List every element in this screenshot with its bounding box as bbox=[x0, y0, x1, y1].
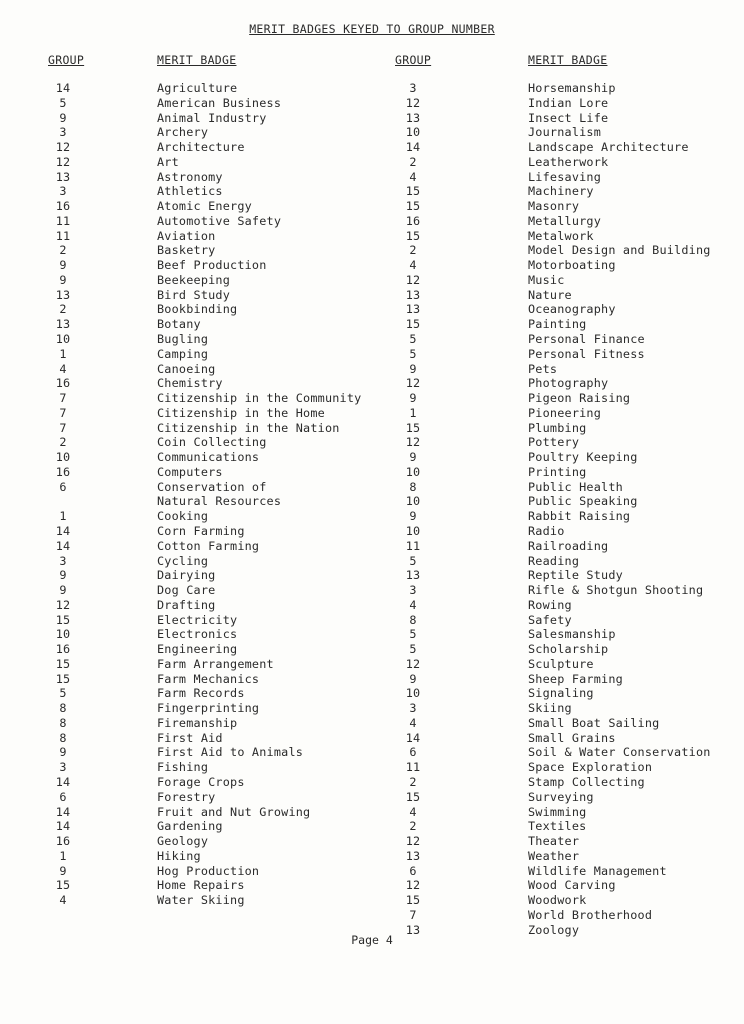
group-number: 13 bbox=[405, 568, 421, 583]
group-number: 7 bbox=[59, 405, 67, 420]
group-number: 12 bbox=[405, 272, 421, 287]
badge-name: Theater bbox=[528, 834, 580, 849]
group-number: 8 bbox=[409, 479, 417, 494]
badge-name: Basketry bbox=[157, 243, 216, 258]
badge-name: Bookbinding bbox=[157, 302, 238, 317]
group-number: 6 bbox=[59, 789, 67, 804]
badge-name: Farm Mechanics bbox=[157, 671, 260, 686]
badge-name: Metalwork bbox=[528, 228, 594, 243]
badge-name: Rabbit Raising bbox=[528, 509, 631, 524]
badge-name: Horsemanship bbox=[528, 81, 616, 95]
group-number: 2 bbox=[409, 819, 417, 834]
badge-name: Fingerprinting bbox=[157, 701, 260, 716]
badge-name: Oceanography bbox=[528, 302, 616, 317]
badge-name: Hog Production bbox=[157, 863, 260, 878]
group-number: 13 bbox=[55, 287, 71, 302]
badge-name: Fruit and Nut Growing bbox=[157, 804, 311, 819]
group-number: 6 bbox=[409, 745, 417, 760]
group-number: 9 bbox=[409, 509, 417, 524]
badge-name: Reading bbox=[528, 553, 580, 568]
badge-name: Personal Fitness bbox=[528, 346, 645, 361]
badge-name: Dairying bbox=[157, 568, 216, 583]
group-number: 13 bbox=[55, 169, 71, 184]
group-number: 3 bbox=[409, 701, 417, 716]
group-number: 12 bbox=[405, 878, 421, 893]
badge-name: Coin Collecting bbox=[157, 435, 267, 450]
badge-name: Pigeon Raising bbox=[528, 391, 631, 406]
group-number: 15 bbox=[55, 656, 71, 671]
badge-name: Electricity bbox=[157, 612, 238, 627]
group-number: 15 bbox=[405, 317, 421, 332]
group-number: 13 bbox=[405, 848, 421, 863]
group-number: 1 bbox=[59, 509, 67, 524]
badge-name: Automotive Safety bbox=[157, 213, 282, 228]
badge-name: Atomic Energy bbox=[157, 199, 252, 214]
badge-name: Railroading bbox=[528, 538, 609, 553]
badge-name: Archery bbox=[157, 125, 209, 140]
group-number: 14 bbox=[55, 819, 71, 834]
group-number: 3 bbox=[59, 553, 67, 568]
badge-name: Swimming bbox=[528, 804, 587, 819]
group-number: 1 bbox=[59, 848, 67, 863]
group-number: 5 bbox=[59, 95, 67, 110]
badge-name: Architecture bbox=[157, 140, 245, 155]
group-number: 3 bbox=[59, 125, 67, 140]
group-number: 13 bbox=[405, 302, 421, 317]
group-number: 8 bbox=[59, 730, 67, 745]
group-number: 7 bbox=[59, 420, 67, 435]
badge-name: Pioneering bbox=[528, 405, 602, 420]
group-number: 2 bbox=[409, 774, 417, 789]
group-number: 11 bbox=[405, 538, 421, 553]
badge-name: Forage Crops bbox=[157, 774, 245, 789]
badge-name: Forestry bbox=[157, 789, 216, 804]
group-number: 14 bbox=[405, 730, 421, 745]
group-number: 10 bbox=[405, 686, 421, 701]
group-number: 9 bbox=[59, 568, 67, 583]
group-number: 7 bbox=[59, 391, 67, 406]
badge-name: Small Boat Sailing bbox=[528, 715, 660, 730]
group-number: 4 bbox=[59, 893, 67, 908]
group-number: 15 bbox=[405, 789, 421, 804]
header-group-right: GROUP bbox=[395, 53, 432, 67]
badge-name: First Aid bbox=[157, 730, 223, 745]
badge-name: Nature bbox=[528, 287, 572, 302]
group-number: 12 bbox=[55, 597, 71, 612]
group-number: 15 bbox=[55, 878, 71, 893]
badge-name: Scholarship bbox=[528, 642, 609, 657]
group-number: 15 bbox=[405, 228, 421, 243]
group-number: 5 bbox=[409, 627, 417, 642]
badge-name: Beekeeping bbox=[157, 272, 231, 287]
badge-name: American Business bbox=[157, 95, 282, 110]
badge-name: Indian Lore bbox=[528, 95, 609, 110]
group-number: 9 bbox=[59, 863, 67, 878]
group-number: 12 bbox=[405, 435, 421, 450]
group-number: 9 bbox=[409, 450, 417, 465]
badge-name: Athletics bbox=[157, 184, 223, 199]
badge-name: Safety bbox=[528, 612, 572, 627]
group-number: 8 bbox=[409, 612, 417, 627]
group-number: 3 bbox=[409, 81, 417, 95]
badge-name: Cycling bbox=[157, 553, 209, 568]
group-number: 13 bbox=[405, 110, 421, 125]
group-number: 5 bbox=[409, 553, 417, 568]
badge-name: Cotton Farming bbox=[157, 538, 260, 553]
group-number: 12 bbox=[405, 656, 421, 671]
badge-name: Public Speaking bbox=[528, 494, 638, 509]
badge-name: Weather bbox=[528, 848, 580, 863]
badge-name: Electronics bbox=[157, 627, 238, 642]
badge-name: Printing bbox=[528, 464, 587, 479]
badge-name: Wood Carving bbox=[528, 878, 616, 893]
badge-name: Firemanship bbox=[157, 715, 238, 730]
group-number: 9 bbox=[59, 272, 67, 287]
group-number: 4 bbox=[409, 597, 417, 612]
group-number: 10 bbox=[55, 450, 71, 465]
header-badge-right: MERIT BADGE bbox=[528, 53, 608, 67]
badge-name: Painting bbox=[528, 317, 587, 332]
badge-name: Motorboating bbox=[528, 258, 616, 273]
badge-name: Landscape Architecture bbox=[528, 140, 689, 155]
badge-name: Radio bbox=[528, 523, 565, 538]
group-number: 2 bbox=[409, 243, 417, 258]
right-badge-column bbox=[528, 81, 711, 937]
badge-name: Lifesaving bbox=[528, 169, 602, 184]
page-number: Page 4 bbox=[351, 933, 393, 947]
badge-name: Small Grains bbox=[528, 730, 616, 745]
group-number: 9 bbox=[59, 745, 67, 760]
group-number: 10 bbox=[55, 332, 71, 347]
badge-name: Cooking bbox=[157, 509, 209, 524]
badge-name: Drafting bbox=[157, 597, 216, 612]
badge-name: Space Exploration bbox=[528, 760, 653, 775]
badge-name: Camping bbox=[157, 346, 209, 361]
badge-name: Stamp Collecting bbox=[528, 774, 645, 789]
group-number: 13 bbox=[405, 287, 421, 302]
badge-name: Salesmanship bbox=[528, 627, 616, 642]
group-number: 10 bbox=[405, 464, 421, 479]
group-number: 11 bbox=[55, 228, 71, 243]
group-number: 9 bbox=[59, 583, 67, 598]
header-badge-left: MERIT BADGE bbox=[157, 53, 237, 67]
badge-name: Textiles bbox=[528, 819, 587, 834]
group-number: 1 bbox=[409, 405, 417, 420]
group-number: 4 bbox=[409, 258, 417, 273]
group-number: 15 bbox=[405, 893, 421, 908]
badge-name: Farm Arrangement bbox=[157, 656, 274, 671]
badge-name: Botany bbox=[157, 317, 201, 332]
badge-name: Natural Resources bbox=[157, 494, 282, 509]
group-number: 12 bbox=[55, 140, 71, 155]
badge-name: Bird Study bbox=[157, 287, 231, 302]
badge-name: Citizenship in the Home bbox=[157, 405, 325, 420]
badge-name: Reptile Study bbox=[528, 568, 623, 583]
badge-name: Water Skiing bbox=[157, 893, 245, 908]
badge-name: Conservation of bbox=[157, 479, 267, 494]
group-number: 10 bbox=[55, 627, 71, 642]
badge-name: Fishing bbox=[157, 760, 209, 775]
badge-name: Poultry Keeping bbox=[528, 450, 638, 465]
group-number: 10 bbox=[405, 523, 421, 538]
group-number: 4 bbox=[409, 169, 417, 184]
group-number: 16 bbox=[55, 376, 71, 391]
badge-name: Gardening bbox=[157, 819, 223, 834]
group-number: 3 bbox=[59, 184, 67, 199]
badge-name: Zoology bbox=[528, 922, 580, 937]
group-number: 11 bbox=[405, 760, 421, 775]
group-number: 13 bbox=[55, 317, 71, 332]
badge-name: Metallurgy bbox=[528, 213, 602, 228]
group-number: 4 bbox=[409, 804, 417, 819]
group-number: 12 bbox=[55, 154, 71, 169]
group-number: 12 bbox=[405, 95, 421, 110]
badge-name: Sheep Farming bbox=[528, 671, 623, 686]
group-number: 15 bbox=[55, 612, 71, 627]
badge-name: Pets bbox=[528, 361, 558, 376]
badge-name: Insect Life bbox=[528, 110, 609, 125]
left-group-column bbox=[48, 81, 78, 908]
group-number: 5 bbox=[409, 332, 417, 347]
badge-name: Chemistry bbox=[157, 376, 223, 391]
badge-name: Canoeing bbox=[157, 361, 216, 376]
badge-name: Sculpture bbox=[528, 656, 594, 671]
group-number: 4 bbox=[59, 361, 67, 376]
group-number: 16 bbox=[55, 464, 71, 479]
group-number: 10 bbox=[405, 125, 421, 140]
badge-name: Wildlife Management bbox=[528, 863, 667, 878]
badge-name: Citizenship in the Community bbox=[157, 391, 362, 406]
badge-name: Art bbox=[157, 154, 179, 169]
badge-name: Hiking bbox=[157, 848, 201, 863]
group-number: 9 bbox=[59, 258, 67, 273]
badge-name: World Brotherhood bbox=[528, 907, 653, 922]
badge-name: Journalism bbox=[528, 125, 602, 140]
group-number: 2 bbox=[59, 302, 67, 317]
right-group-column bbox=[398, 81, 428, 937]
group-number: 12 bbox=[405, 376, 421, 391]
group-number: 14 bbox=[55, 804, 71, 819]
group-number: 12 bbox=[405, 834, 421, 849]
badge-name: Engineering bbox=[157, 642, 238, 657]
group-number: 9 bbox=[59, 110, 67, 125]
badge-name: Surveying bbox=[528, 789, 594, 804]
group-number bbox=[48, 494, 78, 509]
badge-name: Music bbox=[528, 272, 565, 287]
badge-name: Rowing bbox=[528, 597, 572, 612]
badge-name: Astronomy bbox=[157, 169, 223, 184]
badge-name: Farm Records bbox=[157, 686, 245, 701]
group-number: 3 bbox=[59, 760, 67, 775]
badge-name: Plumbing bbox=[528, 420, 587, 435]
badge-name: Model Design and Building bbox=[528, 243, 711, 258]
group-number: 6 bbox=[59, 479, 67, 494]
badge-name: Bugling bbox=[157, 332, 209, 347]
group-number: 7 bbox=[409, 907, 417, 922]
group-number: 16 bbox=[55, 642, 71, 657]
group-number: 2 bbox=[59, 435, 67, 450]
group-number: 16 bbox=[55, 834, 71, 849]
badge-name: Geology bbox=[157, 834, 209, 849]
badge-name: Home Repairs bbox=[157, 878, 245, 893]
badge-name: Communications bbox=[157, 450, 260, 465]
group-number: 14 bbox=[55, 523, 71, 538]
group-number: 9 bbox=[409, 671, 417, 686]
group-number: 14 bbox=[55, 81, 71, 95]
group-number: 10 bbox=[405, 494, 421, 509]
group-number: 15 bbox=[405, 184, 421, 199]
badge-name: Public Health bbox=[528, 479, 623, 494]
group-number: 8 bbox=[59, 701, 67, 716]
group-number: 14 bbox=[55, 538, 71, 553]
badge-name: Animal Industry bbox=[157, 110, 267, 125]
group-number: 3 bbox=[409, 583, 417, 598]
group-number: 5 bbox=[409, 346, 417, 361]
group-number: 8 bbox=[59, 715, 67, 730]
badge-name: Leatherwork bbox=[528, 154, 609, 169]
badge-name: Beef Production bbox=[157, 258, 267, 273]
group-number: 14 bbox=[55, 774, 71, 789]
group-number: 16 bbox=[55, 199, 71, 214]
badge-name: Pottery bbox=[528, 435, 580, 450]
group-number: 5 bbox=[409, 642, 417, 657]
group-number: 1 bbox=[59, 346, 67, 361]
badge-name: Computers bbox=[157, 464, 223, 479]
badge-name: Dog Care bbox=[157, 583, 216, 598]
badge-name: Masonry bbox=[528, 199, 580, 214]
group-number: 2 bbox=[59, 243, 67, 258]
badge-name: Citizenship in the Nation bbox=[157, 420, 340, 435]
group-number: 16 bbox=[405, 213, 421, 228]
badge-name: Corn Farming bbox=[157, 523, 245, 538]
badge-name: Signaling bbox=[528, 686, 594, 701]
group-number: 15 bbox=[405, 420, 421, 435]
group-number: 13 bbox=[405, 922, 421, 937]
badge-name: Skiing bbox=[528, 701, 572, 716]
group-number: 2 bbox=[409, 154, 417, 169]
group-number: 4 bbox=[409, 715, 417, 730]
group-number: 6 bbox=[409, 863, 417, 878]
group-number: 15 bbox=[405, 199, 421, 214]
badge-name: Woodwork bbox=[528, 893, 587, 908]
badge-name: Machinery bbox=[528, 184, 594, 199]
group-number: 9 bbox=[409, 361, 417, 376]
header-group-left: GROUP bbox=[48, 53, 85, 67]
group-number: 9 bbox=[409, 391, 417, 406]
group-number: 14 bbox=[405, 140, 421, 155]
badge-name: Photography bbox=[528, 376, 609, 391]
badge-name: First Aid to Animals bbox=[157, 745, 304, 760]
group-number: 5 bbox=[59, 686, 67, 701]
page-title: MERIT BADGES KEYED TO GROUP NUMBER bbox=[249, 22, 495, 36]
group-number: 11 bbox=[55, 213, 71, 228]
badge-name: Soil & Water Conservation bbox=[528, 745, 711, 760]
badge-name: Aviation bbox=[157, 228, 216, 243]
badge-name: Agriculture bbox=[157, 81, 238, 95]
group-number: 15 bbox=[55, 671, 71, 686]
badge-name: Rifle & Shotgun Shooting bbox=[528, 583, 704, 598]
left-badge-column bbox=[157, 81, 361, 908]
badge-name: Personal Finance bbox=[528, 332, 645, 347]
